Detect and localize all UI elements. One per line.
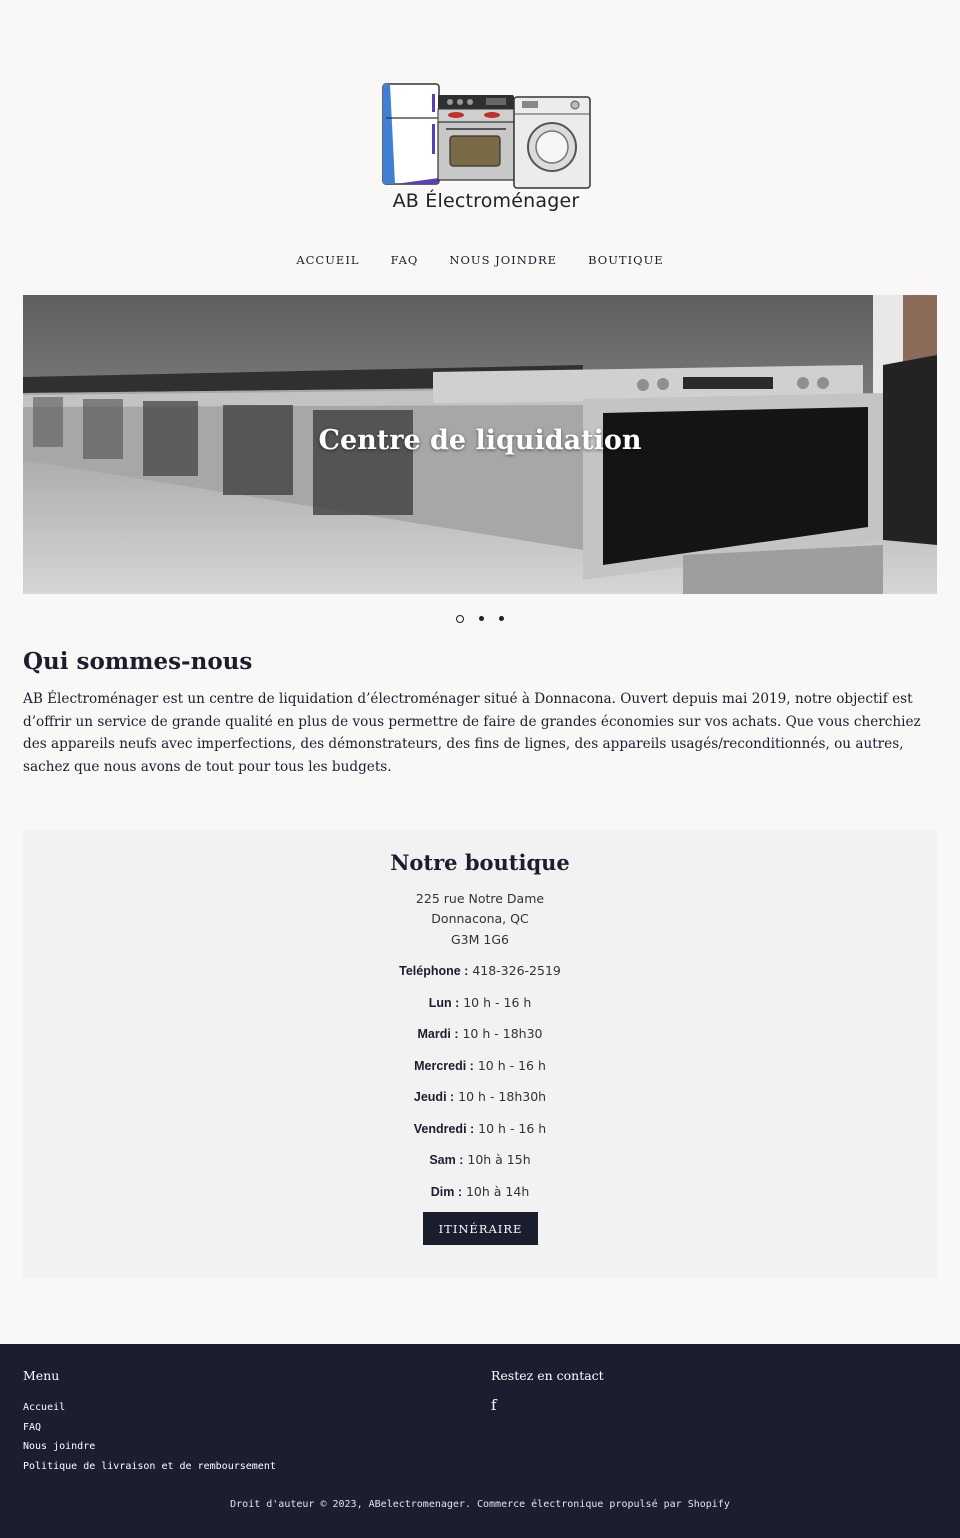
hours-line (23, 1026, 937, 1041)
store-address (23, 889, 937, 950)
footer-menu-title: Menu (23, 1368, 60, 1383)
slide-dot-1[interactable] (456, 615, 464, 623)
footer-menu (23, 1398, 276, 1476)
hours-line (23, 995, 937, 1010)
hours-day: Dim : (430, 1185, 462, 1199)
store-section (23, 830, 937, 1278)
slideshow-dots (0, 608, 960, 627)
hours-value: 10 h - 18h30 (462, 1026, 543, 1041)
slide-dot-2[interactable] (479, 616, 484, 621)
hours-value: 10 h - 16 h (478, 1121, 547, 1136)
brand-name: AB Électroménager (392, 190, 580, 212)
about-title: Qui sommes-nous (23, 648, 253, 675)
hours-value: 10h à 15h (467, 1152, 531, 1167)
hours-day: Sam : (429, 1153, 464, 1167)
hours-value: 10 h - 18h30h (458, 1089, 547, 1104)
hours-day: Vendredi : (413, 1122, 475, 1136)
nav-item-boutique[interactable]: BOUTIQUE (588, 253, 664, 267)
hours-value: 10 h - 16 h (477, 1058, 546, 1073)
nav-item-nous-joindre[interactable]: NOUS JOINDRE (449, 253, 558, 267)
hero-title: Centre de liquidation (318, 425, 642, 456)
hours-line (23, 1184, 937, 1199)
address-line: G3M 1G6 (451, 931, 509, 947)
hours-day: Mercredi : (414, 1059, 474, 1073)
nav-item-faq[interactable]: FAQ (390, 253, 419, 267)
hours-line (23, 1089, 937, 1104)
store-title: Notre boutique (390, 850, 570, 875)
footer-link-faq[interactable]: FAQ (23, 1421, 42, 1433)
phone-label: Teléphone : (399, 964, 469, 978)
footer-contact-title: Restez en contact (491, 1368, 604, 1383)
hours-line (23, 1058, 937, 1073)
phone-line (23, 963, 937, 978)
address-line: 225 rue Notre Dame (415, 891, 545, 906)
main-nav (0, 249, 960, 268)
address-line: Donnacona, QC (431, 911, 529, 927)
hours-day: Mardi : (417, 1027, 459, 1041)
hours-line (23, 1121, 937, 1136)
appliances-logo-icon (380, 80, 592, 190)
footer-link-politique[interactable]: Politique de livraison et de remboursement (23, 1460, 276, 1472)
logo[interactable] (380, 80, 592, 216)
slide-dot-3[interactable] (499, 616, 504, 621)
hours-value: 10 h - 16 h (463, 995, 532, 1010)
footer (0, 1344, 960, 1538)
hours-day: Lun : (428, 996, 460, 1010)
footer-link-nous-joindre[interactable]: Nous joindre (23, 1441, 96, 1452)
hours-value: 10h à 14h (465, 1184, 530, 1199)
phone-value: 418-326-2519 (472, 963, 561, 978)
footer-link-accueil[interactable]: Accueil (23, 1402, 66, 1413)
hours-day: Jeudi : (413, 1090, 455, 1104)
hero-slideshow[interactable] (23, 295, 937, 594)
about-text: AB Électroménager est un centre de liquidation d’électroménager situé à Donnacona. Ouvert depuis mai 2019, notre objectif est d’offrir un service de grande qualité en plus de vous permettre de faire de grandes économies sur vos achats. Que vous cherchiez des appareils neufs avec imperfections, des démonstrateurs, des fins de lignes, des appareils usagés/reconditionnés, ou autres, sachez que nous avons de tout pour tous les budgets. (23, 691, 921, 775)
hours-line (23, 1152, 937, 1167)
nav-item-accueil[interactable]: ACCUEIL (296, 253, 360, 267)
facebook-icon[interactable]: f (491, 1396, 497, 1414)
itinerary-button[interactable]: ITINÉRAIRE (423, 1212, 538, 1245)
copyright: Droit d'auteur © 2023, ABelectromenager. Commerce électronique propulsé par Shopify (230, 1499, 730, 1510)
